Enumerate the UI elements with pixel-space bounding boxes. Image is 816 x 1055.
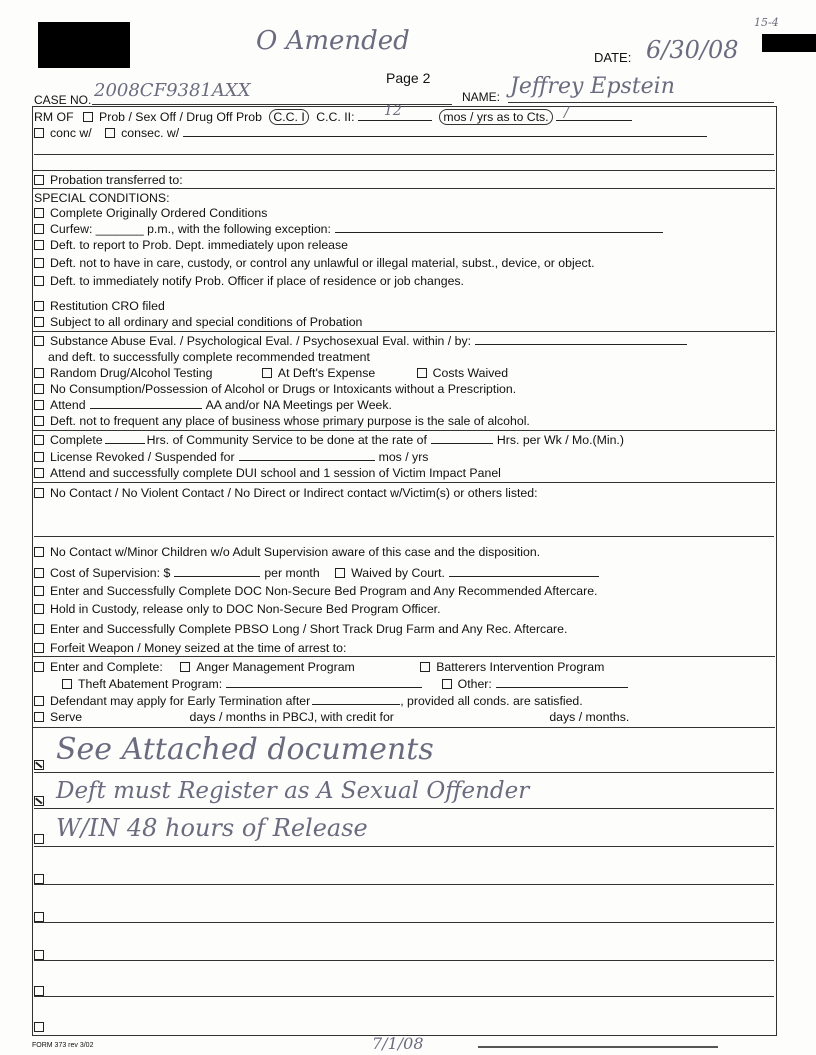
deft-expense-checkbox[interactable] xyxy=(262,368,272,378)
cost-supervision-label: Cost of Supervision: $ xyxy=(50,566,171,580)
condition-checkbox[interactable] xyxy=(34,586,44,596)
other-checkbox[interactable] xyxy=(442,679,452,689)
condition-row xyxy=(34,602,441,616)
enter-complete-label: Enter and Complete: xyxy=(50,660,163,674)
condition-checkbox[interactable] xyxy=(34,208,44,218)
license-blank[interactable] xyxy=(239,450,375,461)
attend-checkbox[interactable] xyxy=(34,400,44,410)
cc1-circled: C.C. I xyxy=(269,109,308,125)
conc-row xyxy=(34,126,707,140)
blank-checkbox[interactable] xyxy=(34,874,44,884)
condition-text: Deft. to report to Prob. Dept. immediately upon release xyxy=(50,238,349,252)
bottom-handwriting: 7/1/08 xyxy=(372,1034,424,1053)
mos-yrs-label: mos / yrs as to Cts. xyxy=(439,109,552,125)
serve-checkbox[interactable] xyxy=(34,712,44,722)
consec-checkbox[interactable] xyxy=(105,128,115,138)
random-drug-checkbox[interactable] xyxy=(34,368,44,378)
substance-cont-row xyxy=(34,350,370,364)
conc-checkbox[interactable] xyxy=(34,128,44,138)
other-blank[interactable] xyxy=(496,677,628,688)
enter-complete-checkbox[interactable] xyxy=(34,662,44,672)
substance-checkbox[interactable] xyxy=(34,336,44,346)
random-drug-row xyxy=(34,366,508,380)
consec-label: consec. w/ xyxy=(121,126,180,140)
condition-row xyxy=(34,545,540,559)
condition-text: Deft. to immediately notify Prob. Officer if place of residence or job changes. xyxy=(50,274,464,288)
condition-checkbox[interactable] xyxy=(34,547,44,557)
divider-3 xyxy=(32,331,775,332)
write-line xyxy=(34,846,774,847)
cost-supervision-blank[interactable] xyxy=(174,566,260,577)
enter-complete-row xyxy=(34,660,604,674)
hand-row xyxy=(34,758,50,772)
theft-blank[interactable] xyxy=(226,677,422,688)
amended-handwriting: O Amended xyxy=(256,26,410,56)
condition-checkbox[interactable] xyxy=(34,301,44,311)
deft-expense-label: At Deft's Expense xyxy=(277,366,376,380)
license-units: mos / yrs xyxy=(378,450,429,464)
condition-row xyxy=(34,299,165,313)
anger-checkbox[interactable] xyxy=(180,662,190,672)
hand-checkbox-checked[interactable] xyxy=(34,796,44,806)
serve-row xyxy=(34,710,629,724)
cts-value: / xyxy=(564,105,569,121)
substance-text: Substance Abuse Eval. / Psychological Eval. / Psychosexual Eval. within / by: xyxy=(50,334,472,348)
condition-text: Complete Originally Ordered Conditions xyxy=(50,206,268,220)
substance-blank[interactable] xyxy=(475,334,687,345)
redaction-top-left xyxy=(38,22,130,68)
case-no-label: CASE NO. xyxy=(34,93,92,107)
condition-text: Restitution CRO filed xyxy=(50,299,165,313)
hand-row xyxy=(34,832,50,846)
no-consumption-checkbox[interactable] xyxy=(34,384,44,394)
hand-row xyxy=(34,794,50,808)
condition-row xyxy=(34,584,597,598)
condition-checkbox[interactable] xyxy=(34,643,44,653)
probation-transferred-label: Probation transferred to: xyxy=(50,173,183,187)
condition-checkbox[interactable] xyxy=(34,276,44,286)
condition-row xyxy=(34,222,663,236)
write-line xyxy=(34,884,774,885)
blank-row xyxy=(34,1020,50,1034)
special-conditions-title: SPECIAL CONDITIONS: xyxy=(34,191,170,205)
costs-waived-checkbox[interactable] xyxy=(417,368,427,378)
condition-row xyxy=(34,622,567,636)
random-drug-label: Random Drug/Alcohol Testing xyxy=(50,366,213,380)
name-underline xyxy=(508,102,774,103)
condition-row xyxy=(34,256,595,270)
no-consumption-row xyxy=(34,382,516,396)
dui-checkbox[interactable] xyxy=(34,468,44,478)
condition-text: Forfeit Weapon / Money seized at the time of arrest to: xyxy=(50,641,347,655)
divider-1 xyxy=(32,170,775,171)
condition-row xyxy=(34,641,346,655)
condition-checkbox[interactable] xyxy=(34,624,44,634)
community-service-row xyxy=(34,433,624,447)
not-frequent-checkbox[interactable] xyxy=(34,416,44,426)
write-line xyxy=(34,922,774,923)
early-term-row xyxy=(34,694,583,708)
attend-blank[interactable] xyxy=(90,398,202,409)
condition-checkbox[interactable] xyxy=(34,258,44,268)
divider-6 xyxy=(32,656,775,657)
cc2-blank[interactable] xyxy=(358,103,432,121)
complete-label: Complete xyxy=(50,433,103,447)
signature-stroke xyxy=(478,1046,718,1048)
theft-row xyxy=(62,677,628,691)
condition-row xyxy=(34,315,362,329)
condition-row xyxy=(34,238,348,252)
blank-checkbox[interactable] xyxy=(34,986,44,996)
anger-label: Anger Management Program xyxy=(196,660,355,674)
license-label: License Revoked / Suspended for xyxy=(50,450,235,464)
condition-text: Curfew: _______ p.m., with the following exception: xyxy=(50,222,331,236)
cs-rate-blank[interactable] xyxy=(431,433,493,444)
no-contact-row xyxy=(34,486,538,500)
condition-checkbox[interactable] xyxy=(34,240,44,250)
divider-5 xyxy=(32,482,775,483)
write-line xyxy=(34,960,774,961)
probation-transferred-checkbox[interactable] xyxy=(34,175,44,185)
redaction-top-right xyxy=(762,34,816,52)
hand-checkbox-checked[interactable] xyxy=(34,760,44,770)
community-service-checkbox[interactable] xyxy=(34,435,44,445)
early-term-blank[interactable] xyxy=(312,694,400,705)
condition-checkbox[interactable] xyxy=(34,317,44,327)
term-prefix: RM OF xyxy=(34,110,74,124)
costs-waived-label: Costs Waived xyxy=(432,366,509,380)
early-term-label: Defendant may apply for Early Termination after xyxy=(50,694,311,708)
term-type: Prob / Sex Off / Drug Off Prob xyxy=(99,110,262,124)
early-term-checkbox[interactable] xyxy=(34,696,44,706)
theft-label: Theft Abatement Program: xyxy=(78,677,223,691)
substance-cont-text: and deft. to successfully complete recommended treatment xyxy=(48,350,370,364)
curfew-exception-blank[interactable] xyxy=(335,222,663,233)
cs-text: Hrs. of Community Service to be done at the rate of xyxy=(146,433,427,447)
condition-text: Deft. not to have in care, custody, or control any unlawful or illegal material, subst., device, or object. xyxy=(50,256,595,270)
not-frequent-text: Deft. not to frequent any place of business whose primary purpose is the sale of alcohol. xyxy=(50,414,530,428)
cs-hours-blank[interactable] xyxy=(105,433,145,444)
cc2-label: C.C. II: xyxy=(316,110,355,124)
condition-text: Hold in Custody, release only to DOC Non-Secure Bed Program Officer. xyxy=(50,602,441,616)
serve-end: days / months. xyxy=(549,710,630,724)
license-checkbox[interactable] xyxy=(34,452,44,462)
no-contact-blank-line xyxy=(34,536,774,537)
term-row xyxy=(34,103,632,124)
condition-row xyxy=(34,274,464,288)
conc-label: conc w/ xyxy=(50,126,92,140)
hand-line-text: W/IN 48 hours of Release xyxy=(56,814,368,842)
license-row xyxy=(34,450,428,464)
attend-row xyxy=(34,398,392,412)
term-extra-line xyxy=(34,154,774,155)
write-line xyxy=(34,772,774,773)
condition-text: No Contact w/Minor Children w/o Adult Supervision aware of this case and the disposition. xyxy=(50,545,541,559)
no-contact-text: No Contact / No Violent Contact / No Direct or Indirect contact w/Victim(s) or others listed: xyxy=(50,486,538,500)
condition-text: Subject to all ordinary and special conditions of Probation xyxy=(50,315,363,329)
write-line xyxy=(34,808,774,809)
date-value: 6/30/08 xyxy=(646,36,739,64)
substance-row xyxy=(34,334,687,348)
condition-text: Enter and Successfully Complete DOC Non-Secure Bed Program and Any Recommended Aftercare. xyxy=(50,584,598,598)
blank-checkbox[interactable] xyxy=(34,950,44,960)
consec-blank[interactable] xyxy=(183,126,707,137)
waived-blank[interactable] xyxy=(449,566,599,577)
batterers-label: Batterers Intervention Program xyxy=(436,660,605,674)
probation-transferred-row xyxy=(34,173,183,187)
cts-blank[interactable] xyxy=(556,105,632,121)
hand-line-text: Deft must Register as A Sexual Offender xyxy=(56,778,530,804)
no-consumption-text: No Consumption/Possession of Alcohol or Drugs or Intoxicants without a Prescription. xyxy=(50,382,517,396)
name-label: NAME: xyxy=(462,90,501,104)
not-frequent-row xyxy=(34,414,530,428)
attend-label: Attend xyxy=(50,398,86,412)
page-number: Page 2 xyxy=(386,70,431,86)
batterers-checkbox[interactable] xyxy=(420,662,430,672)
serve-label: Serve xyxy=(50,710,83,724)
date-label: DATE: xyxy=(594,50,632,65)
theft-checkbox[interactable] xyxy=(62,679,72,689)
hand-line-text: See Attached documents xyxy=(56,732,434,767)
divider-7 xyxy=(32,727,775,728)
dui-row xyxy=(34,466,501,480)
divider-2 xyxy=(32,188,775,189)
write-line xyxy=(34,996,774,997)
condition-checkbox[interactable] xyxy=(34,604,44,614)
cost-supervision-checkbox[interactable] xyxy=(34,568,44,578)
condition-row xyxy=(34,206,267,220)
form-number: FORM 373 rev 3/02 xyxy=(32,1042,94,1049)
waived-label: Waived by Court. xyxy=(351,566,445,580)
serve-mid: days / months in PBCJ, with credit for xyxy=(189,710,394,724)
term-checkbox[interactable] xyxy=(83,112,93,122)
no-contact-checkbox[interactable] xyxy=(34,488,44,498)
blank-checkbox[interactable] xyxy=(34,1022,44,1032)
aa-na-label: AA and/or NA Meetings per Week. xyxy=(205,398,392,412)
cc2-value: 12 xyxy=(383,103,402,119)
early-term-end: , provided all conds. are satisfied. xyxy=(400,694,583,708)
dui-text: Attend and successfully complete DUI school and 1 session of Victim Impact Panel xyxy=(50,466,501,480)
page-mark-handwriting: 15-4 xyxy=(754,16,779,29)
condition-text: Enter and Successfully Complete PBSO Long / Short Track Drug Farm and Any Rec. Aftercare. xyxy=(50,622,568,636)
name-value: Jeffrey Epstein xyxy=(510,74,675,99)
cost-supervision-row xyxy=(34,566,599,580)
divider-4 xyxy=(32,430,775,431)
hand-checkbox[interactable] xyxy=(34,834,44,844)
case-no-value: 2008CF9381AXX xyxy=(94,80,251,101)
other-label: Other: xyxy=(457,677,492,691)
blank-checkbox[interactable] xyxy=(34,912,44,922)
waived-checkbox[interactable] xyxy=(335,568,345,578)
cs-per-label: Hrs. per Wk / Mo.(Min.) xyxy=(496,433,624,447)
condition-checkbox[interactable] xyxy=(34,224,44,234)
per-month-label: per month xyxy=(264,566,320,580)
